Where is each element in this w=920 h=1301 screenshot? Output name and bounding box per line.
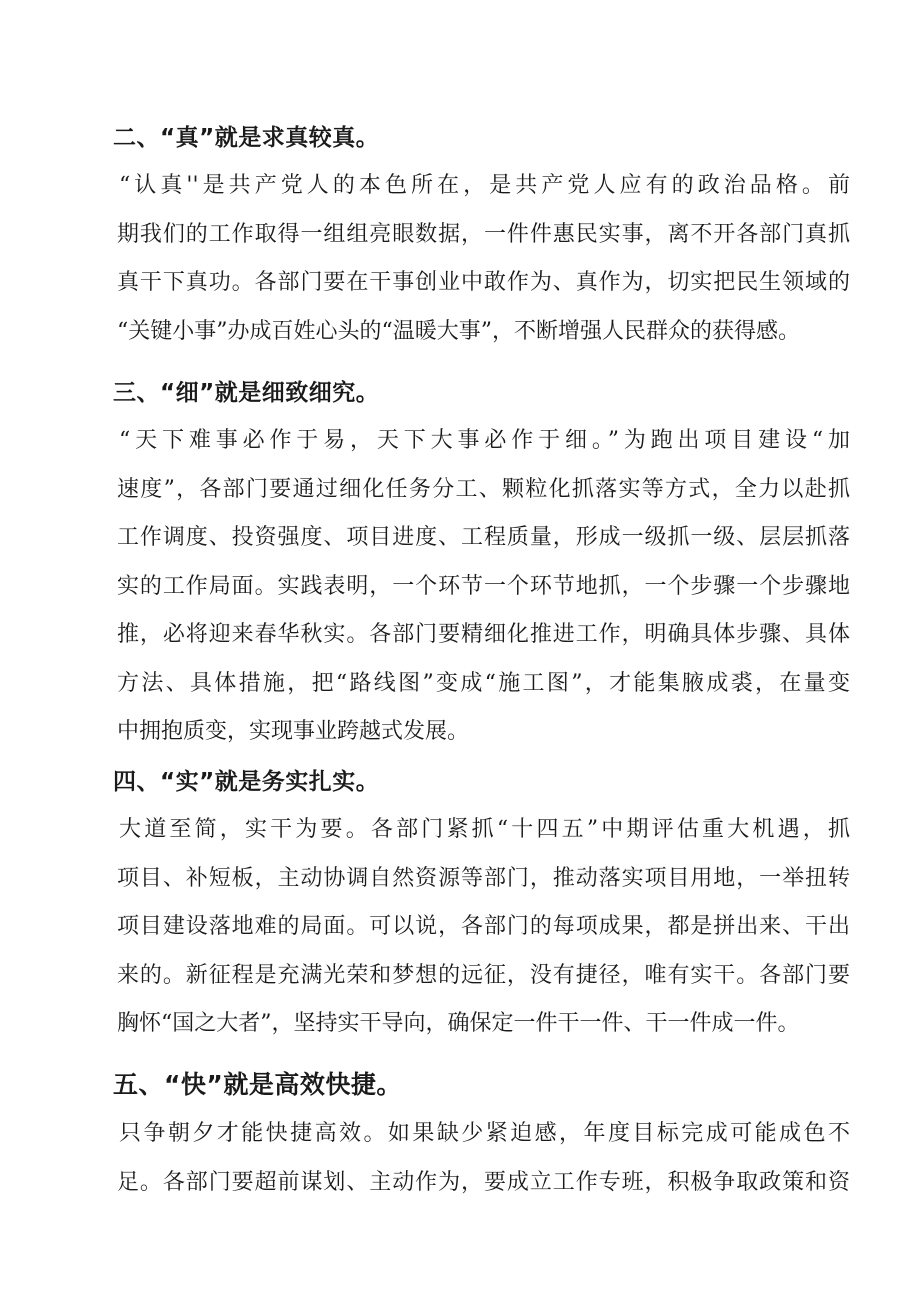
paragraph-line: 大道至简，实干为要。各部门紧抓“十四五”中期评估重大机遇，抓 [119, 817, 850, 842]
paragraph-line: “天下难事必作于易，天下大事必作于细。”为跑出项目建设“加 [119, 428, 850, 453]
paragraph-line: 足。各部门要超前谋划、主动作为，要成立工作专班，积极争取政策和资 [117, 1169, 850, 1195]
paragraph-line: 中拥抱质变，实现事业跨越式发展。 [117, 719, 470, 744]
section-heading-kuai: 五、“快”就是高效快捷。 [113, 1070, 402, 1099]
paragraph-line: 工作调度、投资强度、项目进度、工程质量，形成一级抓一级、层层抓落 [117, 525, 850, 550]
section-heading-zhen: 二、“真”就是求真较真。 [113, 125, 380, 151]
paragraph-line: “认真''是共产党人的本色所在，是共产党人应有的政治品格。前 [119, 173, 850, 198]
paragraph-line: 项目、补短板，主动协调自然资源等部门，推动落实项目用地，一举扭转 [117, 865, 850, 891]
paragraph-line: 实的工作局面。实践表明，一个环节一个环节地抓，一个步骤一个步骤地 [117, 573, 850, 599]
paragraph-line: 方法、具体措施，把“路线图”变成“施工图”，才能集腋成裘，在量变 [117, 670, 850, 696]
section-heading-xi: 三、“细”就是细致细究。 [113, 380, 380, 406]
section-paragraph-kuai [117, 1110, 850, 1207]
section-heading-shi: 四、“实”就是务实扎实。 [113, 769, 380, 795]
paragraph-line: 期我们的工作取得一组组亮眼数据，一件件惠民实事，离不开各部门真抓 [117, 221, 850, 247]
paragraph-line: 只争朝夕才能快捷高效。如果缺少紧迫感，年度目标完成可能成色不 [119, 1121, 850, 1146]
section-paragraph-xi [117, 417, 850, 757]
paragraph-line: 真干下真功。各部门要在干事创业中敢作为、真作为，切实把民生领域的 [117, 270, 850, 295]
section-paragraph-shi [117, 806, 850, 1049]
paragraph-line: 胸怀“国之大者”，坚持实干导向，确保定一件干一件、干一件成一件。 [117, 1011, 800, 1036]
paragraph-line: 来的。新征程是充满光荣和梦想的远征，没有捷径，唯有实干。各部门要 [117, 962, 850, 988]
paragraph-line: “关键小事”办成百姓心头的“温暖大事”，不断增强人民群众的获得感。 [117, 318, 800, 344]
paragraph-line: 速度”，各部门要通过细化任务分工、颗粒化抓落实等方式，全力以赴抓 [117, 476, 850, 502]
paragraph-line: 推，必将迎来春华秋实。各部门要精细化推进工作，明确具体步骤、具体 [117, 622, 850, 647]
paragraph-line: 项目建设落地难的局面。可以说，各部门的每项成果，都是拼出来、干出 [117, 914, 850, 939]
section-paragraph-zhen [117, 162, 850, 356]
